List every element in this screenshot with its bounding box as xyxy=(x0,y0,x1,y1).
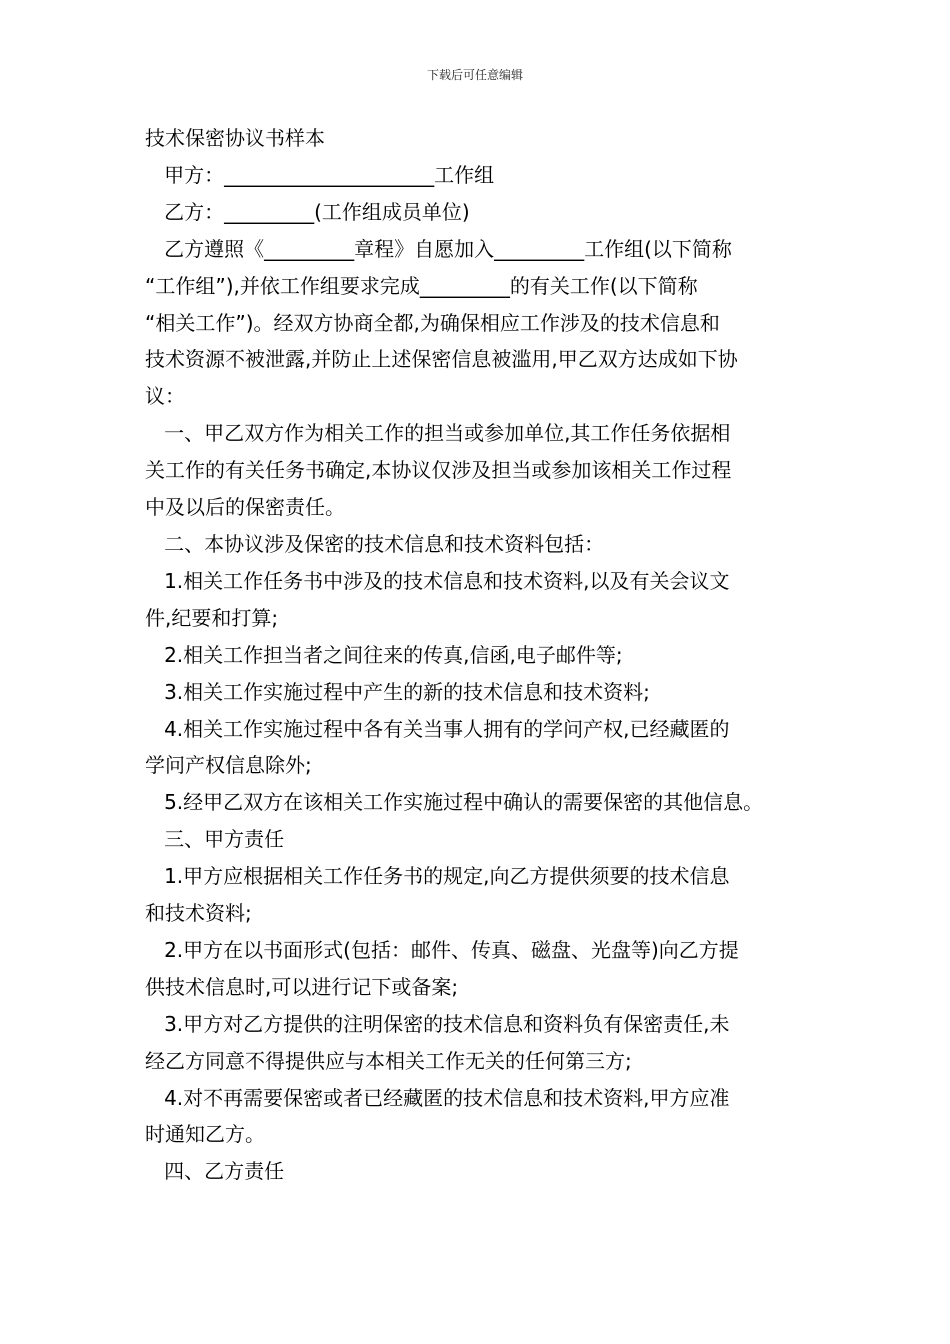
page-header: 下载后可任意编辑 xyxy=(426,68,523,82)
document-line: 2.甲方在以书面形式(包括：邮件、传真、磁盘、光盘等)向乙方提 xyxy=(145,937,739,962)
document-line: 技术资源不被泄露,并防止上述保密信息被滥用,甲乙双方达成如下协 xyxy=(145,347,738,372)
document-line: 3.甲方对乙方提供的注明保密的技术信息和资料负有保密责任,未 xyxy=(145,1011,730,1036)
document-title: 技术保密协议书样本 xyxy=(145,126,325,150)
document-line: 1.相关工作任务书中涉及的技术信息和技术资料,以及有关会议文 xyxy=(145,568,730,593)
document-line: 学问产权信息除外; xyxy=(145,753,312,778)
document-line: “工作组”),并依工作组要求完成_________的有关工作(以下简称 xyxy=(145,273,698,298)
document-line: 一、甲乙双方作为相关工作的担当或参加单位,其工作任务依据相 xyxy=(145,421,731,446)
document-body xyxy=(145,120,810,1190)
document-line: 件,纪要和打算; xyxy=(145,605,279,630)
document-line: 议： xyxy=(145,384,185,409)
document-line: 关工作的有关任务书确定,本协议仅涉及担当或参加该相关工作过程 xyxy=(145,458,732,483)
document-line: 4.相关工作实施过程中各有关当事人拥有的学问产权,已经藏匿的 xyxy=(145,716,730,741)
document-line: 乙方遵照《_________章程》自愿加入_________工作组(以下简称 xyxy=(145,236,732,261)
document-line: 供技术信息时,可以进行记下或备案; xyxy=(145,974,459,999)
document-line: 3.相关工作实施过程中产生的新的技术信息和技术资料; xyxy=(145,679,650,704)
document-line: 中及以后的保密责任。 xyxy=(145,495,345,520)
document-line: 甲方：_____________________工作组 xyxy=(145,162,495,187)
document-line: 经乙方同意不得提供应与本相关工作无关的任何第三方; xyxy=(145,1048,632,1073)
document-line: “相关工作”)。经双方协商全都,为确保相应工作涉及的技术信息和 xyxy=(145,310,720,335)
document-line: 时通知乙方。 xyxy=(145,1122,265,1147)
document-line: 二、本协议涉及保密的技术信息和技术资料包括： xyxy=(145,531,605,556)
document-line: 2.相关工作担当者之间往来的传真,信函,电子邮件等; xyxy=(145,642,623,667)
document-line: 和技术资料; xyxy=(145,901,252,926)
document-line: 1.甲方应根据相关工作任务书的规定,向乙方提供须要的技术信息 xyxy=(145,864,730,889)
document-line: 四、乙方责任 xyxy=(145,1159,285,1184)
document-line: 5.经甲乙双方在该相关工作实施过程中确认的需要保密的其他信息。 xyxy=(145,790,764,815)
document-line: 4.对不再需要保密或者已经藏匿的技术信息和技术资料,甲方应准 xyxy=(145,1085,730,1110)
document-line: 三、甲方责任 xyxy=(145,827,285,852)
document-line: 乙方：_________(工作组成员单位) xyxy=(145,199,470,224)
